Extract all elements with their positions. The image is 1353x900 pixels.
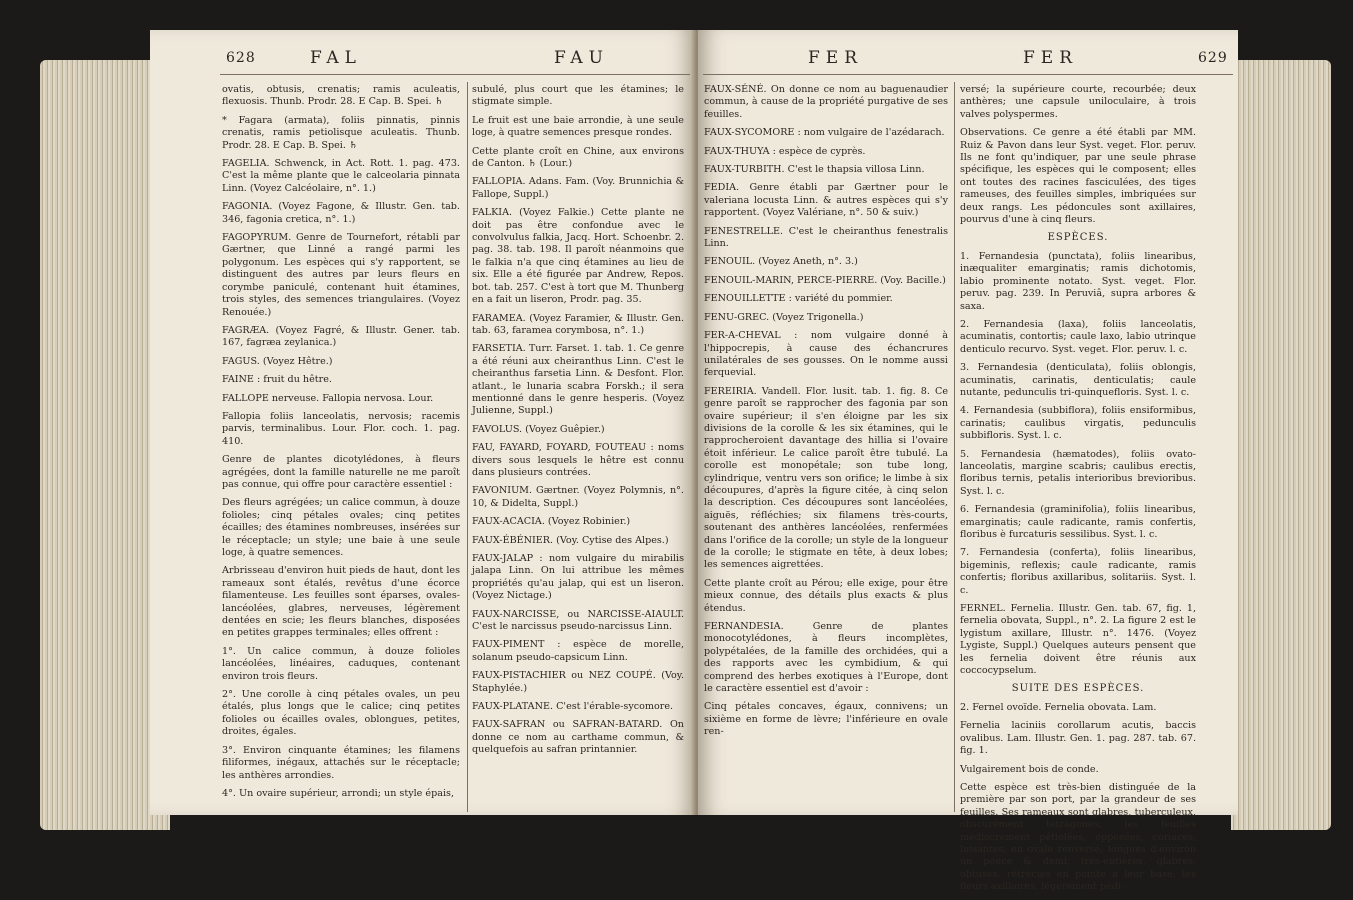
entry-paragraph: FAUX-SYCOMORE : nom vulgaire de l'azédarach. — [704, 127, 945, 139]
page-number: 629 — [1198, 50, 1228, 66]
entry-paragraph: FARSETIA. Turr. Farset. 1. tab. 1. Ce genre a été réuni aux cheiranthus Linn. C'est le cheiranthus farsetia Linn. & Desfont. Flor. atlant., le lunaria scabra Forskh.; il sera mentionné dans le genre hesperis. (Voyez Julienne, Suppl.) — [472, 343, 684, 417]
entry-paragraph: FAVOLUS. (Voyez Guêpier.) — [472, 423, 605, 435]
right-column — [472, 84, 684, 763]
entry-paragraph: Cette plante croît en Chine, aux environs de Canton. ♄ (Lour.) — [472, 145, 684, 170]
entry-paragraph: 4°. Un ovaire supérieur, arrondi; un style épais, — [222, 787, 454, 799]
entry-paragraph: 2. Fernel ovoïde. Fernelia obovata. Lam. — [960, 701, 1157, 713]
entry-paragraph: 6. Fernandesia (graminifolia), foliis linearibus, emarginatis; caule radicante, ramis confertis, floribus è furcaturis sessilibus. Syst. l. c. — [960, 504, 1196, 540]
entry-paragraph: FALLOPE nerveuse. Fallopia nervosa. Lour. — [222, 392, 434, 404]
entry-paragraph: FALLOPIA. Adans. Fam. (Voy. Brunnichia & Fallope, Suppl.) — [472, 176, 684, 200]
entry-paragraph: FAUX-ÉBÉNIER. (Voy. Cytise des Alpes.) — [472, 534, 669, 546]
left-page — [150, 30, 695, 815]
entry-paragraph: 1°. Un calice commun, à douze folioles lancéolées, linéaires, caduques, contenant environ trois fleurs. — [222, 645, 460, 682]
running-head-right: FAU — [554, 48, 609, 68]
entry-paragraph: FENU-GREC. (Voyez Trigonella.) — [704, 311, 864, 323]
entry-paragraph: FERNEL. Fernelia. Illustr. Gen. tab. 67, fig. 1, fernelia obovata, Suppl., n°. 2. La figure 2 est le lygistum axillare, Illustr. n°. 1476. (Voyez Lygiste, Suppl.) Quelques auteurs pensent que les fernelia doivent être réunis aux coccocypselum. — [960, 603, 1196, 677]
left-column — [222, 84, 460, 806]
entry-paragraph: Des fleurs agrégées; un calice commun, à douze folioles; cinq pétales ovales; cinq petites écailles; des étamines nombreuses, insérées sur le réceptacle; un style; une baie à une seule loge, à quatre semences. — [222, 497, 460, 558]
entry-paragraph: Vulgairement bois de conde. — [960, 763, 1099, 775]
column-divider — [954, 82, 955, 812]
running-head-left: FAL — [310, 48, 362, 68]
entry-paragraph: FAGOPYRUM. Genre de Tournefort, rétabli par Gærtner, que Linné a rangé parmi les polygonum. Les espèces qui s'y rapportent, se distinguent des autres par leurs fleurs en corymbe paniculé, contenant huit étamines, trois styles, des semences triangulaires. (Voyez Renouée.) — [222, 232, 460, 318]
entry-paragraph: Fallopia foliis lanceolatis, nervosis; racemis parvis, terminalibus. Lour. Flor. coch. 1. pag. 410. — [222, 410, 460, 447]
entry-paragraph: FAUX-THUYA : espèce de cyprès. — [704, 145, 866, 157]
entry-paragraph: FER-A-CHEVAL : nom vulgaire donné à l'hippocrepis, à cause des échancrures unilatérales de ses gousses. On le nomme aussi ferquevial. — [704, 330, 948, 379]
entry-paragraph: FENESTRELLE. C'est le cheiranthus fenestralis Linn. — [704, 225, 948, 250]
entry-paragraph: FARAMEA. (Voyez Faramier, & Illustr. Gen. tab. 63, faramea corymbosa, n°. 1.) — [472, 312, 684, 336]
entry-paragraph: FALKIA. (Voyez Falkie.) Cette plante ne doit pas être confondue avec le convolvulus falkia, Jacq. Hort. Schoenbr. 2. pag. 38. tab. 198. Il paroît néanmoins que le falkia n'a que cinq étamines au lieu de six. Elle a été figurée par Andrew, Repos. bot. tab. 257. C'est à tort que M. Thunberg en a fait un liseron, Prodr. pag. 35. — [472, 207, 684, 306]
entry-paragraph: FEREIRIA. Vandell. Flor. lusit. tab. 1. fig. 8. Ce genre paroît se rapprocher des fagonia par son ovaire supérieur; il s'en éloigne par les six divisions de la corolle & les six étamines, qui le rapprocheroient davantage des hillia si l'ovaire étoit inférieur. Le calice paroît être tubulé. La corolle est monopétale; son tube long, cylindrique, ventru vers son orifice; le limbe à six découpures, d'après la figure citée, à cinq selon la description. Ces découpures sont lancéolées, aiguës, réfléchies; six filamens très-courts, soutenant des anthères lancéolées, renfermées dans l'orifice de la corolle; un style de la longueur de la corolle; le stigmate en tête, à deux lobes; les semences aigrettées. — [704, 385, 948, 571]
entry-paragraph: FENOUIL. (Voyez Aneth, n°. 3.) — [704, 256, 858, 268]
entry-paragraph: Observations. Ce genre a été établi par MM. Ruiz & Pavon dans leur Syst. veget. Flor. peruv. Ils ne font qu'indiquer, par une seule phrase spécifique, les espèces qui le composent; elles ont toutes des racines fasciculées, des tiges rameuses, des feuilles simples, imbriquées sur deux rangs. Les pédoncules sont axillaires, pourvus d'une à cinq fleurs. — [960, 127, 1196, 226]
entry-paragraph: 7. Fernandesia (conferta), foliis linearibus, bigeminis, reflexis; caule radicante, ramis confertis; floribus axillaribus, solitariis. Syst. l. c. — [960, 547, 1196, 596]
entry-paragraph: FERNANDESIA. Genre de plantes monocotylédones, à fleurs incomplètes, polypétalées, de la famille des orchidées, qui a des rapports avec les cymbidium, & qui comprend des herbes exotiques à l'Europe, dont le caractère essentiel est d'avoir : — [704, 621, 948, 695]
entry-paragraph: Fernelia laciniis corollarum acutis, baccis ovalibus. Lam. Illustr. Gen. 1. pag. 287. tab. 67. fig. 1. — [960, 720, 1196, 757]
entry-paragraph: Cette plante croît au Pérou; elle exige, pour être mieux connue, des détails plus exacts & plus étendus. — [704, 577, 948, 614]
running-head-left: FER — [808, 48, 864, 68]
page-number: 628 — [226, 50, 256, 66]
entry-paragraph: FAUX-PLATANE. C'est l'érable-sycomore. — [472, 701, 674, 713]
entry-paragraph: 2. Fernandesia (laxa), foliis lanceolatis, acuminatis, contortis; caule laxo, labio utrinque denticulo recurvo. Syst. veget. Flor. peruv. l. c. — [960, 318, 1196, 355]
right-page — [698, 30, 1238, 893]
entry-paragraph: 3°. Environ cinquante étamines; les filamens filiformes, inégaux, attachés sur le réceptacle; les anthères arrondies. — [222, 744, 460, 781]
entry-paragraph: FAGRÆA. (Voyez Fagré, & Illustr. Gener. tab. 167, fagræa zeylanica.) — [222, 324, 460, 349]
entry-paragraph: FAVONIUM. Gærtner. (Voyez Polymnis, n°. 10, & Didelta, Suppl.) — [472, 485, 684, 509]
entry-paragraph: FAUX-PIMENT : espèce de morelle, solanum pseudo-capsicum Linn. — [472, 639, 684, 663]
entry-paragraph: FAGELIA. Schwenck, in Act. Rott. 1. pag. 473. C'est la même plante que le calceolaria pinnata Linn. (Voyez Calcéolaire, n°. 1.) — [222, 158, 460, 194]
entry-paragraph: FEDIA. Genre établi par Gærtner pour le valeriana locusta Linn. & autres espèces qui s'y rapportent. (Voyez Valériane, n°. 50 & suiv.) — [704, 182, 948, 219]
entry-paragraph: FAUX-PISTACHIER ou NEZ COUPÉ. (Voy. Staphylée.) — [472, 670, 684, 694]
right-page-edges — [1231, 60, 1331, 830]
entry-paragraph: FAUX-JALAP : nom vulgaire du mirabilis jalapa Linn. On lui attribue les mêmes propriétés qu'au jalap, qui est un liseron. (Voyez Nictage.) — [472, 553, 684, 602]
entry-paragraph: FENOUIL-MARIN, PERCE-PIERRE. (Voy. Bacille.) — [704, 274, 946, 286]
left-column — [704, 84, 948, 745]
entry-paragraph: FENOUILLETTE : variété du pommier. — [704, 293, 893, 305]
header-rule — [703, 74, 1233, 75]
entry-paragraph: FAU, FAYARD, FOYARD, FOUTEAU : noms divers sous lesquels le hêtre est connu dans plusieurs contrées. — [472, 442, 684, 478]
entry-paragraph: Genre de plantes dicotylédones, à fleurs agrégées, dont la famille naturelle ne me paroît pas connue, qui offre pour caractère essentiel : — [222, 454, 460, 490]
entry-paragraph: 4. Fernandesia (subbiflora), foliis ensiformibus, carinatis; caulibus virgatis, pedunculis subbifloris. Syst. l. c. — [960, 405, 1196, 442]
entry-paragraph: FAUX-NARCISSE, ou NARCISSE-AIAULT. C'est le narcissus pseudo-narcissus Linn. — [472, 608, 684, 633]
right-column — [960, 84, 1196, 900]
entry-paragraph: FAUX-SÉNÉ. On donne ce nom au baguenaudier commun, à cause de la propriété purgative de ses feuilles. — [704, 84, 948, 120]
entry-paragraph: FAGUS. (Voyez Hêtre.) — [222, 355, 333, 367]
entry-paragraph: versé; la supérieure courte, recourbée; deux anthères; une capsule uniloculaire, à trois valves polyspermes. — [960, 84, 1196, 120]
entry-paragraph: FAGONIA. (Voyez Fagone, & Illustr. Gen. tab. 346, fagonia cretica, n°. 1.) — [222, 201, 460, 225]
entry-paragraph: subulé, plus court que les étamines; le stigmate simple. — [472, 84, 684, 108]
entry-paragraph: 1. Fernandesia (punctata), foliis linearibus, inæqualiter emarginatis; ramis dichotomis, labio prominente notato. Syst. veget. Flor. peruv. pag. 239. In Peruviâ, supra arbores & saxa. — [960, 250, 1196, 312]
running-head-right: FER — [1023, 48, 1079, 68]
entry-paragraph: Cinq pétales concaves, égaux, connivens; un sixième en forme de lèvre; l'inférieure en ovale ren- — [704, 701, 948, 738]
entry-paragraph: 3. Fernandesia (denticulata), foliis oblongis, acuminatis, carinatis, denticulatis; caule nutante, pedunculis tri-quinquefloris. Syst. l. c. — [960, 362, 1196, 398]
entry-paragraph: FAUX-ACACIA. (Voyez Robinier.) — [472, 516, 631, 528]
entry-paragraph: ovatis, obtusis, crenatis; ramis aculeatis, flexuosis. Thunb. Prodr. 28. E Cap. B. Spei. ♄ — [222, 84, 460, 108]
entry-paragraph: FAINE : fruit du hêtre. — [222, 374, 332, 386]
entry-paragraph: FAUX-TURBITH. C'est le thapsia villosa Linn. — [704, 164, 925, 176]
entry-paragraph: Arbrisseau d'environ huit pieds de haut, dont les rameaux sont étalés, revêtus d'une écorce filamenteuse. Les feuilles sont éparses, ovales-lancéolées, glabres, nerveuses, légèrement dentées en scie; les fleurs blanches, disposées en petites grappes terminales; elles offrent : — [222, 565, 460, 639]
entry-paragraph: Cette espèce est très-bien distinguée de la première par son port, par la grandeur de ses feuilles. Ses rameaux sont glabres, tuberculeux, obscurément tétragones; les feuilles médiocrement pétiolées, opposées, coriaces, luisantes, en ovale renversé, longues d'environ un pouce & demi, très-entières, glabres, obtuses, rétrécies en pointe à leur base; les fleurs axillaires, légèrement pédi- — [960, 781, 1196, 893]
entry-paragraph: 5. Fernandesia (hæmatodes), foliis ovato-lanceolatis, margine scabris; caulibus erectis, floribus ternis, petalis interioribus brevioribus. Syst. l. c. — [960, 448, 1196, 497]
entry-paragraph: * Fagara (armata), foliis pinnatis, pinnis crenatis, ramis petiolisque aculeatis. Thunb. Prodr. 28. E Cap. B. Spei. ♄ — [222, 114, 460, 151]
entry-paragraph: FAUX-SAFRAN ou SAFRAN-BATARD. On donne ce nom au carthame commun, & quelquefois au safran printannier. — [472, 719, 684, 756]
entry-paragraph: 2°. Une corolle à cinq pétales ovales, un peu étalés, plus longs que le calice; cinq petites folioles ou écailles ovales, oblongues, petites, droites, égales. — [222, 689, 460, 738]
header-rule — [220, 74, 690, 75]
section-heading: ESPÈCES. — [1047, 232, 1109, 244]
section-heading: SUITE DES ESPÈCES. — [1011, 683, 1145, 695]
column-divider — [467, 82, 468, 812]
entry-paragraph: Le fruit est une baie arrondie, à une seule loge, à quatre semences presque rondes. — [472, 114, 684, 139]
